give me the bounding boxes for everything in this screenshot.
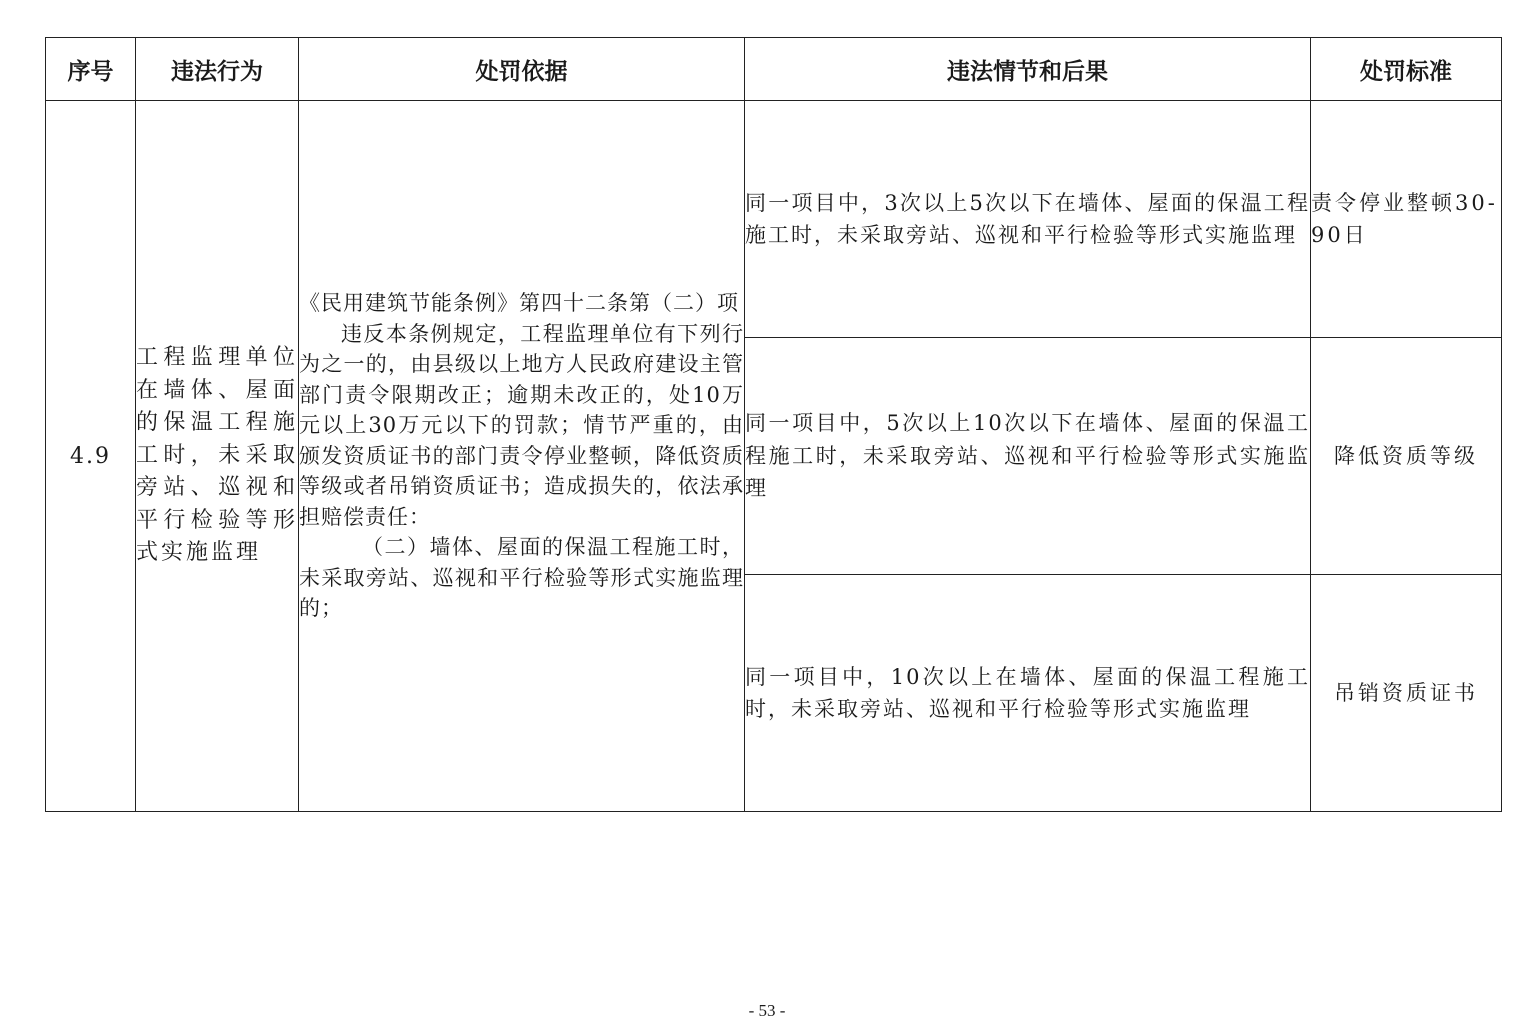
standard-cell-2: 降低资质等级	[1311, 338, 1502, 575]
circumstance-cell-2: 同一项目中，5次以上10次以下在墙体、屋面的保温工程施工时，未采取旁站、巡视和平行检验等形式实施监理	[745, 338, 1311, 575]
header-violation: 违法行为	[136, 38, 299, 101]
table-row	[46, 101, 1502, 338]
circumstance-cell-3: 同一项目中，10次以上在墙体、屋面的保温工程施工时，未采取旁站、巡视和平行检验等形式实施监理	[745, 575, 1311, 812]
header-serial-number: 序号	[46, 38, 136, 101]
standard-cell-3: 吊销资质证书	[1311, 575, 1502, 812]
basis-item: （二）墙体、屋面的保温工程施工时，未采取旁站、巡视和平行检验等形式实施监理的；	[299, 535, 744, 621]
circumstance-cell-1: 同一项目中，3次以上5次以下在墙体、屋面的保温工程施工时，未采取旁站、巡视和平行检验等形式实施监理	[745, 101, 1311, 338]
basis-title: 《民用建筑节能条例》第四十二条第（二）项	[299, 291, 739, 316]
header-penalty-standard: 处罚标准	[1311, 38, 1502, 101]
penalty-standards-table	[45, 37, 1502, 812]
table-header-row	[46, 38, 1502, 101]
header-penalty-basis: 处罚依据	[299, 38, 745, 101]
standard-cell-1: 责令停业整顿30-90日	[1311, 101, 1502, 338]
serial-number-cell: 4.9	[46, 101, 136, 812]
page-number: - 53 -	[748, 1001, 786, 1020]
header-circumstances: 违法情节和后果	[745, 38, 1311, 101]
violation-cell: 工程监理单位在墙体、屋面的保温工程施工时，未采取旁站、巡视和平行检验等形式实施监理	[136, 101, 299, 812]
basis-paragraph: 违反本条例规定，工程监理单位有下列行为之一的，由县级以上地方人民政府建设主管部门责令限期改正；逾期未改正的，处10万元以上30万元以下的罚款；情节严重的，由颁发资质证书的部门责令停业整顿，降低资质等级或者吊销资质证书；造成损失的，依法承担赔偿责任：	[299, 321, 744, 529]
penalty-basis-cell	[299, 101, 745, 812]
